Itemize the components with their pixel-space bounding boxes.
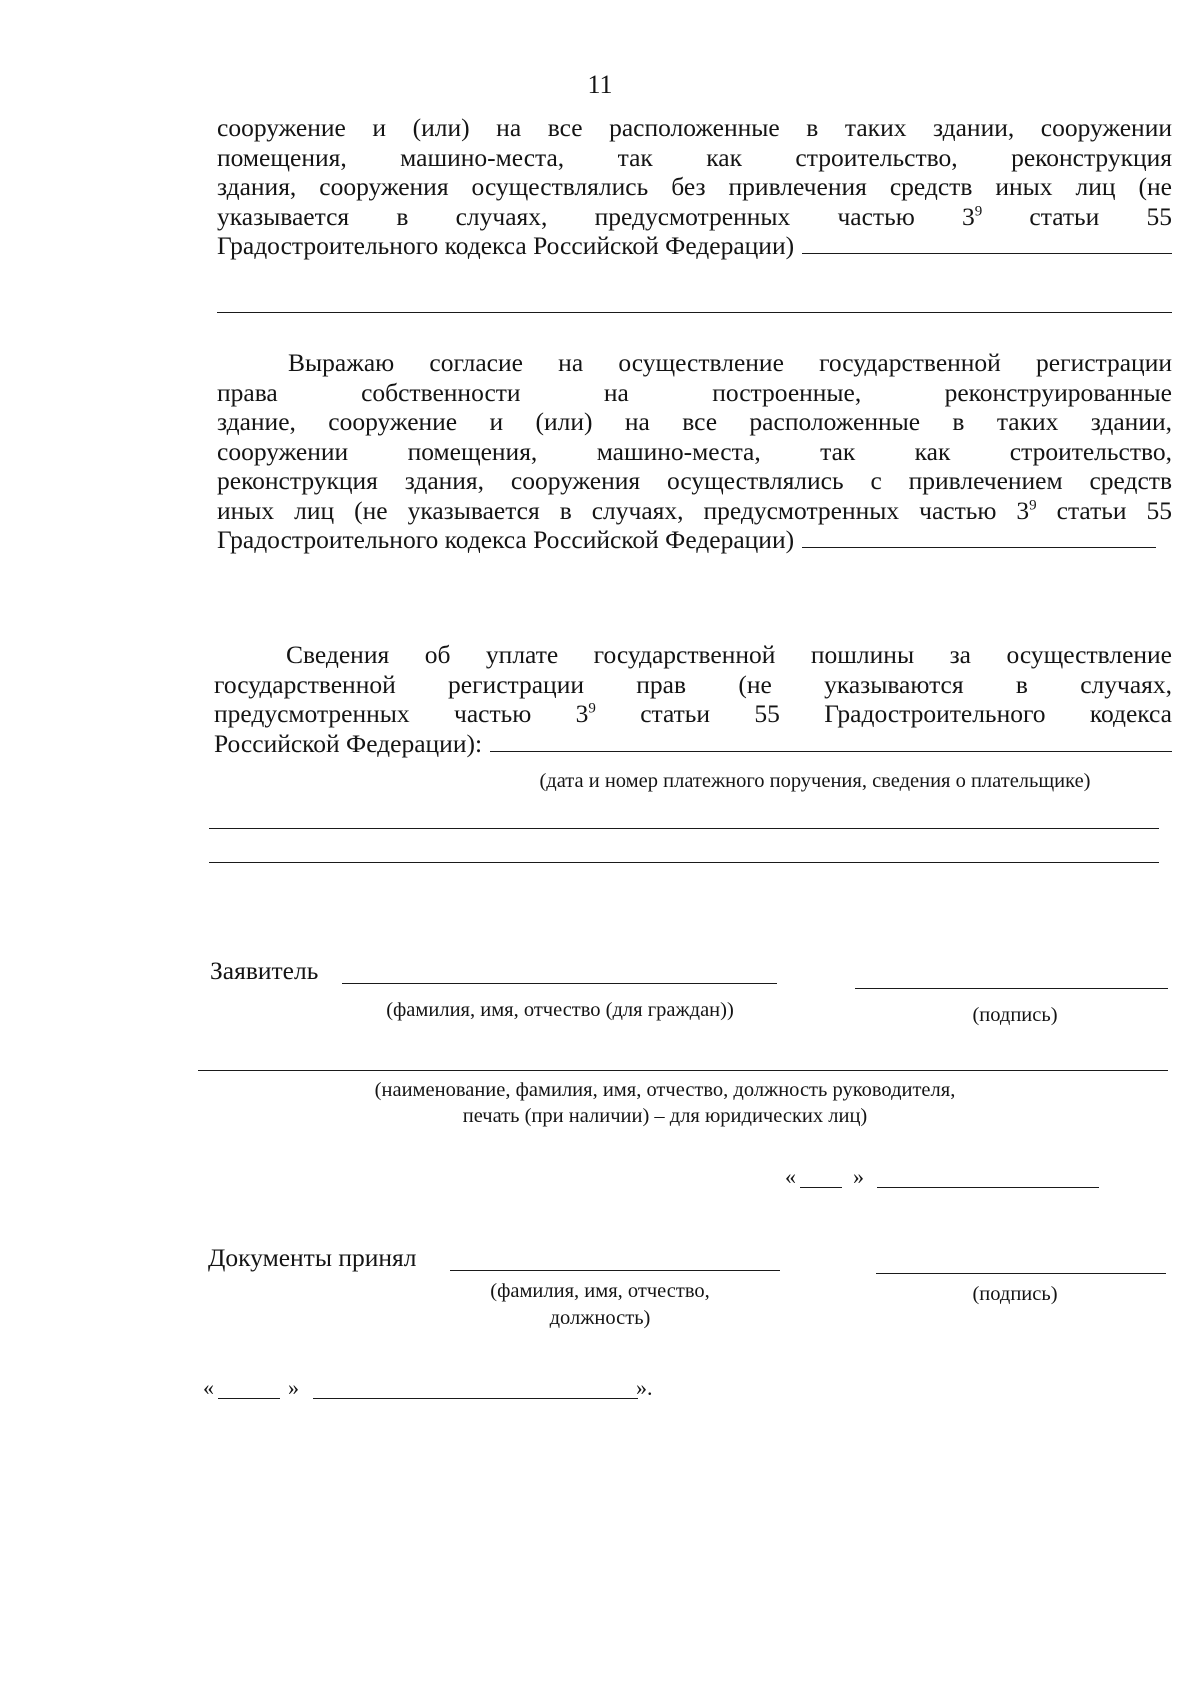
page-number: 11 [587,70,613,99]
applicant-month-year-blank[interactable] [877,1187,1099,1188]
section-construction-without-funds [217,113,1172,261]
applicant-label: Заявитель [210,956,319,985]
consent-line-1 [217,231,1172,261]
applicant-signature-blank[interactable] [855,988,1168,989]
blank-line[interactable] [209,828,1159,829]
blank-line[interactable] [217,312,1172,313]
text-line: иных лиц (не указывается в случаях, предусмотренных частью $3^9$ статьи 55 [217,495,1172,525]
receiver-date-open: « [203,1375,214,1400]
text-line: сооружение и (или) на все расположенные в таких здании, сооружении [217,113,1172,142]
section-consent-registration [217,348,1172,555]
receiver-signature-blank[interactable] [876,1273,1166,1274]
text-line: права собственности на построенные, реконструированные [217,377,1172,407]
text-line: помещения, машино-места, так как строительство, реконструкция [217,142,1172,172]
text-line: здание, сооружение и (или) на все расположенные в таких здании, [217,407,1172,436]
receiver-name-blank[interactable] [450,1270,780,1271]
applicant-date-open: « [785,1164,796,1189]
signature-blank-1[interactable] [802,235,1172,254]
payment-details-blank[interactable] [490,733,1172,752]
text-line: Сведения об уплате государственной пошлины за осуществление [286,640,1172,669]
text-line: сооружении помещения, машино-места, так как строительство, [217,436,1172,466]
text-line: Выражаю согласие на осуществление государственной регистрации [288,348,1172,377]
text-line: реконструкция здания, сооружения осуществлялись с привлечением средств [217,466,1172,495]
payment-caption: (дата и номер платежного поручения, сведения о плательщике) [539,770,1091,792]
applicant-day-blank[interactable] [800,1187,842,1188]
text-line: здания, сооружения осуществлялись без привлечения средств иных лиц (не [217,172,1172,201]
consent-line-2 [217,525,1172,555]
blank-line[interactable] [209,862,1159,863]
receiver-date-close: » [288,1375,299,1400]
receiver-signature-caption: (подпись) [972,1283,1058,1305]
receiver-name-caption-1: (фамилия, имя, отчество, [490,1280,710,1302]
signature-blank-2[interactable] [802,529,1156,548]
text-line: предусмотренных частью $3^9$ статьи 55 Градостроительного кодекса [214,699,1172,728]
section-state-duty [214,640,1172,758]
receiver-day-blank[interactable] [218,1398,280,1399]
text-line: государственной регистрации прав (не указываются в случаях, [214,669,1172,699]
applicant-name-caption: (фамилия, имя, отчество (для граждан)) [386,999,734,1021]
receiver-label: Документы принял [208,1243,417,1272]
organization-caption-2: печать (при наличии) – для юридических лиц) [462,1105,868,1127]
text-line: Градостроительного кодекса Российской Федерации) [217,231,795,260]
applicant-name-blank[interactable] [342,983,777,984]
organization-blank[interactable] [198,1070,1168,1071]
applicant-signature-caption: (подпись) [972,1004,1058,1026]
receiver-name-caption-2: должность) [549,1307,651,1329]
receiver-date-end: ». [636,1375,653,1400]
text-line: Российской Федерации): [214,728,483,758]
applicant-date-close: » [853,1164,864,1189]
receiver-month-year-blank[interactable] [313,1398,638,1399]
duty-line [214,729,1172,759]
organization-caption-1: (наименование, фамилия, имя, отчество, должность руководителя, [374,1079,956,1101]
text-line: Градостроительного кодекса Российской Федерации) [217,525,795,554]
text-line: указывается в случаях, предусмотренных частью $3^9$ статьи 55 [217,201,1172,231]
